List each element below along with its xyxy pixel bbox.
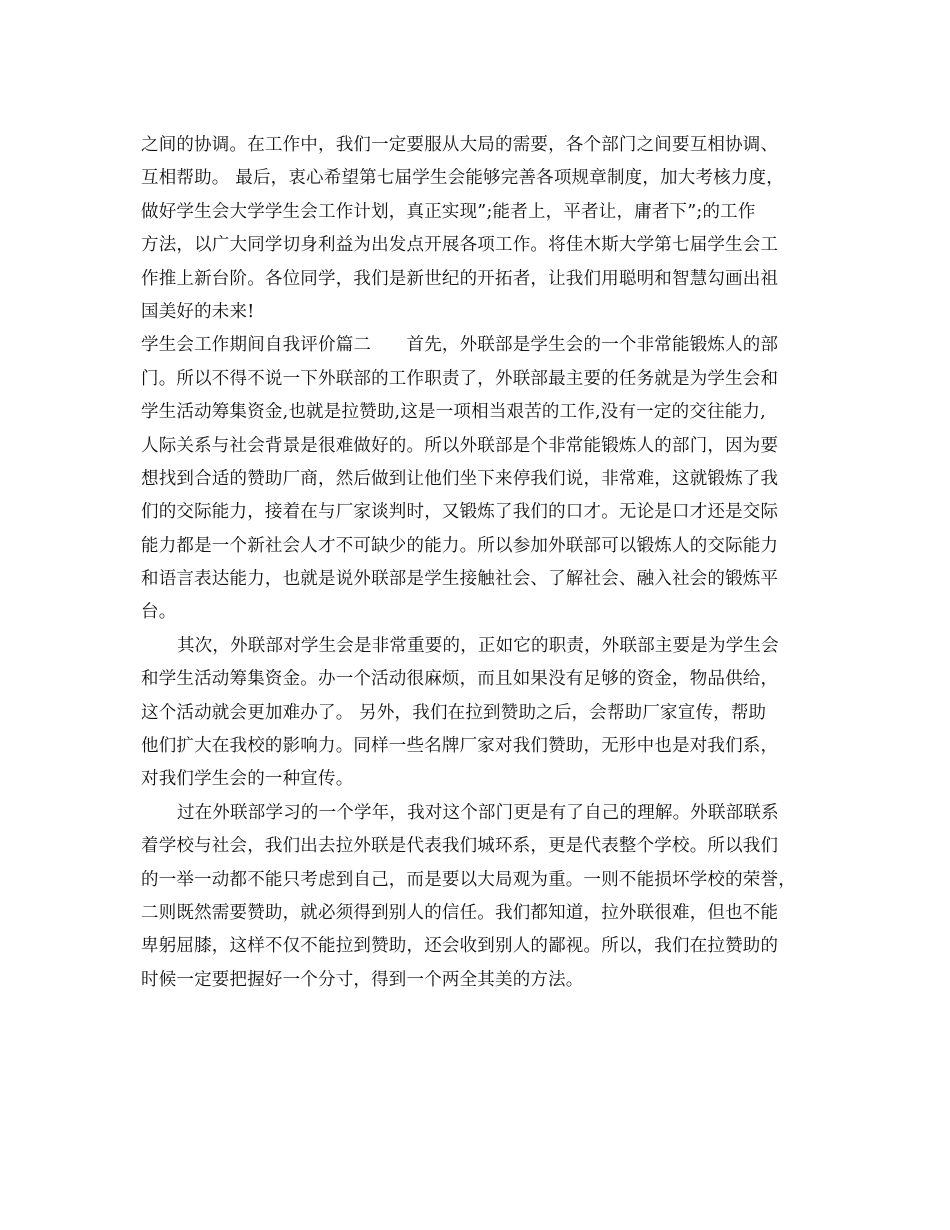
text-line: 做好学生会大学学生会工作计划，真正实现”;能者上，平者让，庸者下”;的工作 xyxy=(141,201,756,222)
text-line: 的一举一动都不能只考虑到自己，而是要以大局观为重。一则不能损坏学校的荣誉， xyxy=(141,869,796,890)
body-text xyxy=(141,129,811,997)
text-line: 和语言表达能力，也就是说外联部是学生接触社会、了解社会、融入社会的锻炼平 xyxy=(141,569,779,590)
text-line: 着学校与社会，我们出去拉外联是代表我们城环系，更是代表整个学校。所以我们 xyxy=(141,836,779,857)
text-line: 能力都是一个新社会人才不可缺少的能力。所以参加外联部可以锻炼人的交际能力 xyxy=(141,535,779,556)
text-line: 互相帮助。 最后，衷心希望第七届学生会能够完善各项规章制度，加大考核力度， xyxy=(141,168,784,189)
text-line: 作推上新台阶。各位同学，我们是新世纪的开拓者，让我们用聪明和智慧勾画出祖 xyxy=(141,268,779,289)
text-line: 对我们学生会的一种宣传。 xyxy=(141,769,354,790)
text-line: 人际关系与社会背景是很难做好的。所以外联部是个非常能锻炼人的部门，因为要 xyxy=(141,435,779,456)
text-line: 卑躬屈膝，这样不仅不能拉到赞助，还会收到别人的鄙视。所以，我们在拉赞助的 xyxy=(141,936,779,957)
text-line: 过在外联部学习的一个学年，我对这个部门更是有了自己的理解。外联部联系 xyxy=(177,802,779,823)
text-line: 想找到合适的赞助厂商，然后做到让他们坐下来停我们说，非常难，这就锻炼了我 xyxy=(141,468,779,489)
text-line: 方法，以广大同学切身利益为出发点开展各项工作。将佳木斯大学第七届学生会工 xyxy=(141,235,779,256)
text-line: 们的交际能力，接着在与厂家谈判时，又锻炼了我们的口才。无论是口才还是交际 xyxy=(141,502,779,523)
text-line: 他们扩大在我校的影响力。同样一些名牌厂家对我们赞助，无形中也是对我们系， xyxy=(141,736,779,757)
text-line: 之间的协调。在工作中，我们一定要服从大局的需要，各个部门之间要互相协调、 xyxy=(141,135,779,155)
text-line: 学生会工作期间自我评价篇二 首先，外联部是学生会的一个非常能锻炼人的部 xyxy=(141,335,779,356)
text-line: 这个活动就会更加难办了。 另外，我们在拉到赞助之后，会帮助厂家宣传，帮助 xyxy=(141,702,767,723)
text-line: 门。所以不得不说一下外联部的工作职责了，外联部最主要的任务就是为学生会和 xyxy=(141,368,779,389)
text-line: 学生活动筹集资金,也就是拉赞助,这是一项相当艰苦的工作,没有一定的交往能力, xyxy=(141,402,766,423)
text-line: 台。 xyxy=(141,602,177,623)
text-line: 和学生活动筹集资金。办一个活动很麻烦，而且如果没有足够的资金，物品供给， xyxy=(141,669,779,690)
text-line: 时候一定要把握好一个分寸，得到一个两全其美的方法。 xyxy=(141,969,584,990)
text-line: 二则既然需要赞助，就必须得到别人的信任。我们都知道，拉外联很难，但也不能 xyxy=(141,902,779,923)
text-line: 国美好的未来! xyxy=(141,301,255,322)
text-line: 其次，外联部对学生会是非常重要的，正如它的职责，外联部主要是为学生会 xyxy=(177,635,779,656)
